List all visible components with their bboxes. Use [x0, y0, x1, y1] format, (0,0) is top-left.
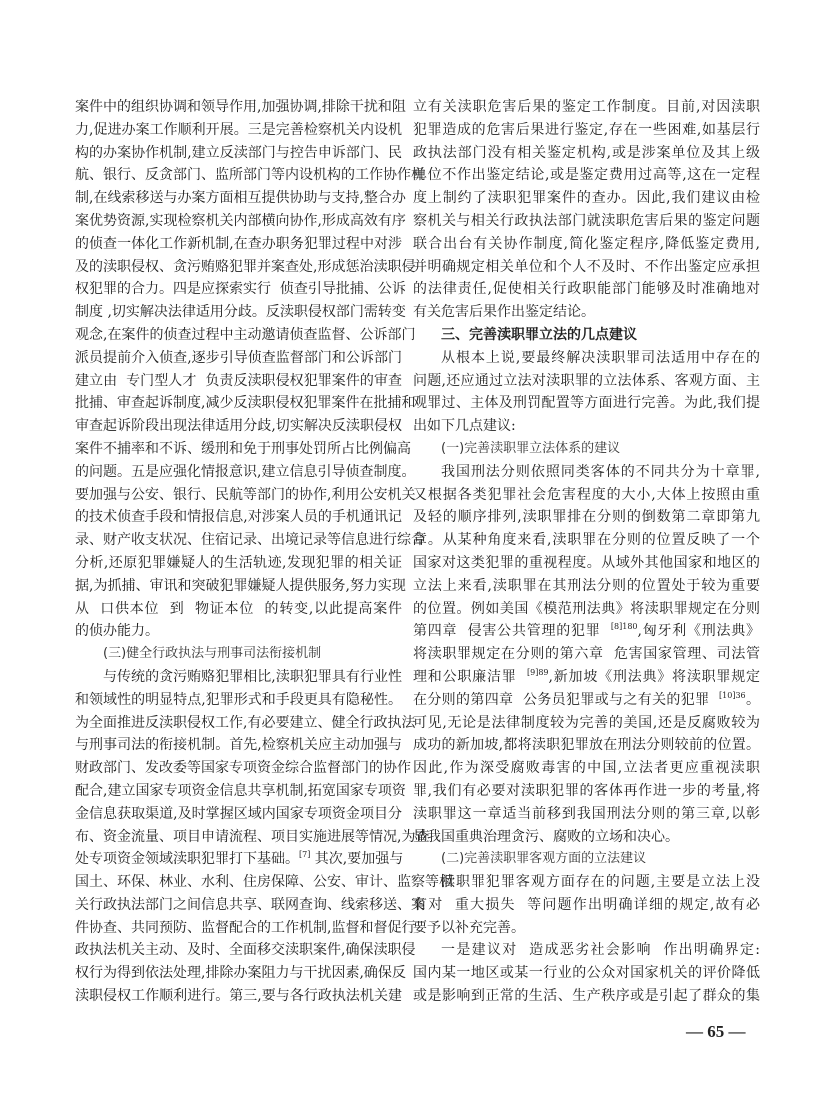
section-heading: (三)健全行政执法与刑事司法衔接机制: [103, 646, 322, 662]
text-line: 章。从某种角度来看,渎职罪在分则的位置反映了一个: [413, 532, 760, 549]
text-line: 渎职罪犯罪客观方面存在的问题,主要是立法上没: [441, 874, 760, 891]
text-line: 国家对这类犯罪的重视程度。从域外其他国家和地区的: [413, 554, 760, 571]
text-line: 派员提前介入侦查,逐步引导侦查监督部门和公诉部门: [75, 349, 402, 366]
citation-marker: [8]180: [610, 622, 638, 632]
text-line: 要予以补充完善。: [413, 919, 525, 936]
text-line: 要加强与公安、银行、民航等部门的协作,利用公安机关: [75, 486, 416, 503]
text-line: 立法上来看,渎职罪在其刑法分则的位置处于较为重要: [413, 577, 760, 594]
text-line: 成功的新加坡,都将渎职犯罪放在刑法分则较前的位置。: [413, 737, 760, 754]
text-line: 和领域性的明显特点,犯罪形式和手段更具有隐秘性。: [75, 691, 402, 708]
text-line: 犯罪造成的危害后果进行鉴定,存在一些困难,如基层行: [413, 121, 760, 138]
text-line: 处专项资金领域渎职犯罪打下基础。[7] 其次,要加强与: [75, 850, 404, 868]
text-line: 制,在线索移送与办案方面相互提供协助与支持,整合办: [75, 190, 406, 207]
text-line: 罪,我们有必要对渎职犯罪的客体再作进一步的考量,将: [413, 782, 760, 799]
text-line: 可见,无论是法律制度较为完善的美国,还是反腐败较为: [413, 714, 760, 731]
text-line: 观念,在案件的侦查过程中主动邀请侦查监督、公诉部门: [75, 326, 416, 343]
text-line: 权行为得到依法处理,排除办案阻力与干扰因素,确保反: [75, 965, 406, 982]
text-line: 联合出台有关协作制度,简化鉴定程序,降低鉴定费用,: [413, 235, 760, 252]
text-line: 金信息获取渠道,及时掌握区域内国家专项资金项目分: [75, 805, 402, 822]
left-text-column: [75, 96, 453, 1008]
text-line: 问题,还应通过立法对渎职罪的立法体系、客观方面、主: [413, 372, 760, 389]
text-line: 力,促进办案工作顺利开展。三是完善检察机关内设机: [75, 121, 402, 138]
text-line: 立有关渎职危害后果的鉴定工作制度。目前,对因渎职: [413, 99, 760, 115]
text-line: 在分则的第四章 公务员犯罪或与之有关的犯罪 $^{[10]36}$。: [413, 690, 760, 708]
text-line: 理和公职廉洁罪 $^{[9]89}$,新加坡《刑法典》将渎职罪规定: [413, 667, 760, 685]
citation-marker: [9]89: [527, 667, 549, 677]
text-line: 渎职侵权工作顺利进行。第三,要与各行政执法机关建: [75, 988, 402, 1005]
text-line: 从 口供本位 到 物证本位 的转变,以此提高案件: [75, 600, 402, 617]
text-line: 的问题。五是应强化情报意识,建立信息引导侦查制度。: [75, 463, 416, 480]
page-number: — 65 —: [686, 1022, 746, 1041]
text-line: 关行政执法部门之间信息共享、联网查询、线索移送、案: [75, 896, 425, 913]
text-line: 有对 重大损失 等问题作出明确详细的规定,故有必: [413, 896, 760, 913]
text-line: 一是建议对 造成恶劣社会影响 作出明确界定:: [441, 942, 760, 959]
text-line: 的侦办能力。: [75, 623, 159, 640]
text-line: 的法律责任,促使相关行政职能部门能够及时准确地对: [413, 281, 760, 298]
text-line: 因此,作为深受腐败毒害的中国,立法者更应重视渎职: [413, 760, 760, 777]
text-line: 又根据各类犯罪社会危害程度的大小,大体上按照由重: [413, 486, 760, 503]
text-line: 观罪过、主体及刑罚配置等方面进行完善。为此,我们提: [413, 395, 760, 412]
right-text-column: [413, 96, 760, 1008]
text-line: 的位置。例如美国《模范刑法典》将渎职罪规定在分则: [413, 600, 760, 617]
text-line: 据,为抓捕、审讯和突破犯罪嫌疑人提供服务,努力实现: [75, 577, 406, 594]
text-line: 政执法部门没有相关鉴定机构,或是涉案单位及其上级: [413, 144, 760, 161]
text-line: 将渎职罪规定在分则的第六章 危害国家管理、司法管: [413, 646, 760, 663]
text-line: 布、资金流量、项目申请流程、项目实施进展等情况,为查: [75, 828, 430, 845]
text-line: 第四章 侵害公共管理的犯罪 $^{[8]180}$,匈牙利《刑法典》: [413, 622, 760, 640]
text-line: 配合,建立国家专项资金信息共享机制,拓宽国家专项资: [75, 782, 406, 799]
text-line: 出如下几点建议:: [413, 418, 516, 435]
text-line: 及的渎职侵权、贪污贿赂犯罪并案查处,形成惩治渎职侵: [75, 258, 416, 275]
text-line: 案件不捕率和不诉、缓刑和免于刑事处罚所占比例偏高: [75, 440, 411, 457]
text-line: 权犯罪的合力。四是应探索实行 侦查引导批捕、公诉: [75, 281, 406, 298]
text-line: 国土、环保、林业、水利、住房保障、公安、审计、监察等相: [75, 874, 453, 891]
text-line: 从根本上说,要最终解决渎职罪司法适用中存在的: [441, 349, 760, 366]
section-heading: (二)完善渎职罪客观方面的立法建议: [441, 851, 647, 867]
text-line: 的侦查一体化工作新机制,在查办职务犯罪过程中对涉: [75, 235, 402, 252]
text-line: 显我国重典治理贪污、腐败的立场和决心。: [413, 828, 679, 845]
text-line: 航、银行、反贪部门、监所部门等内设机构的工作协作机: [75, 167, 425, 184]
text-line: 政执法机关主动、及时、全面移交渎职案件,确保渎职侵: [75, 942, 416, 959]
text-line: 分析,还原犯罪嫌疑人的生活轨迹,发现犯罪的相关证: [75, 554, 402, 571]
text-line: 有关危害后果作出鉴定结论。: [413, 304, 595, 321]
section-heading: (一)完善渎职罪立法体系的建议: [441, 440, 621, 456]
citation-marker: [10]36: [719, 690, 746, 700]
text-line: 审查起诉阶段出现法律适用分歧,切实解决反渎职侵权: [75, 418, 402, 435]
text-line: 我国刑法分则依照同类客体的不同共分为十章罪,: [441, 463, 760, 480]
text-line: 建立由 专门型人才 负责反渎职侵权犯罪案件的审查: [75, 372, 402, 389]
text-line: 或是影响到正常的生活、生产秩序或是引起了群众的集: [413, 988, 760, 1005]
text-line: 构的办案协作机制,建立反渎部门与控告申诉部门、民: [75, 144, 402, 161]
text-line: 件协查、共同预防、监督配合的工作机制,监督和督促行: [75, 919, 416, 936]
text-line: 财政部门、发改委等国家专项资金综合监督部门的协作: [75, 760, 411, 777]
text-line: 单位不作出鉴定结论,或是鉴定费用过高等,这在一定程: [413, 167, 760, 184]
text-line: 察机关与相关行政执法部门就渎职危害后果的鉴定问题: [413, 212, 760, 229]
text-line: 并明确规定相关单位和个人不及时、不作出鉴定应承担: [413, 258, 760, 275]
text-line: 录、财产收支状况、住宿记录、出境记录等信息进行综合: [75, 532, 425, 549]
text-line: 与传统的贪污贿赂犯罪相比,渎职犯罪具有行业性: [103, 668, 402, 685]
text-line: 为全面推进反渎职侵权工作,有必要建立、健全行政执法: [75, 714, 416, 731]
text-line: 的技术侦查手段和情报信息,对涉案人员的手机通讯记: [75, 509, 402, 526]
text-line: 制度 ,切实解决法律适用分歧。反渎职侵权部门需转变: [75, 304, 406, 321]
text-line: 与刑事司法的衔接机制。首先,检察机关应主动加强与: [75, 737, 402, 754]
text-line: 度上制约了渎职犯罪案件的查办。因此,我们建议由检: [413, 190, 760, 207]
section-heading: 三、完善渎职罪立法的几点建议: [441, 326, 637, 343]
text-line: 国内某一地区或某一行业的公众对国家机关的评价降低: [413, 965, 760, 982]
text-line: 案件中的组织协调和领导作用,加强协调,排除干扰和阻: [75, 99, 406, 115]
text-line: 案优势资源,实现检察机关内部横向协作,形成高效有序: [75, 212, 406, 229]
citation-marker: [7]: [299, 850, 311, 860]
text-line: 渎职罪这一章适当前移到我国刑法分则的第三章,以彰: [413, 805, 760, 822]
text-line: 批捕、审查起诉制度,减少反渎职侵权犯罪案件在批捕和: [75, 395, 416, 412]
text-line: 及轻的顺序排列,渎职罪排在分则的倒数第二章即第九: [413, 509, 760, 526]
